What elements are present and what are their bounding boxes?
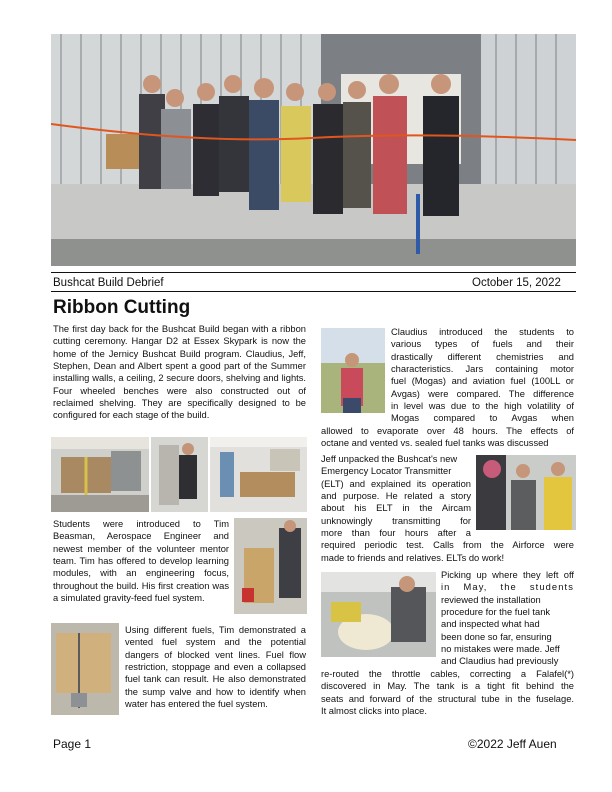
tank-line: been done so far, ensuring [441, 631, 552, 642]
students-paragraph: Students were introduced to Tim Beasman, Aerospace Engineer and newest member of the volunteer mentor team. Tim has offered to develop learning modules, with an engineering focus, throughout the build. His first creation was a simulated gravity-feed fuel system. [53, 519, 229, 604]
elt-line: more than four hours after a [321, 528, 471, 539]
header-date: October 15, 2022 [472, 277, 561, 289]
elt-line: required periodic test. Calls from the Airforce were [321, 540, 574, 551]
claudius-line: allowed to evaporate over 48 hours. The effects of [321, 425, 574, 436]
claudius-line: Avgas) were compared. The difference [391, 388, 574, 399]
header-bottom-rule [51, 291, 576, 292]
ribbon-cutting-photo [51, 34, 576, 266]
tank-line: in May, the students [441, 582, 574, 593]
claudius-line: Claudius introduced the students to [391, 327, 574, 337]
elt-line: and purpose. He related a story [321, 491, 471, 502]
tank-line: and Claudius had previously [441, 656, 559, 667]
header-left: Bushcat Build Debrief [53, 277, 164, 289]
elt-line: (ELT) and explained its operation [321, 478, 471, 489]
page-number: Page 1 [53, 737, 92, 751]
tank-line: procedure for the fuel tank [441, 607, 551, 618]
elt-line: made to friends and relatives. ELTs do work! [321, 552, 505, 563]
tank-line: discovered in May. The tank is a tight fit behind the [321, 681, 574, 692]
tank-line: no mistakes were made. Jeff [441, 644, 560, 655]
claudius-line: octane and vented vs. sealed fuel tanks was discussed [321, 438, 549, 449]
claudius-line: in level was due to the high volatility of [391, 401, 574, 412]
fuels-paragraph: Using different fuels, Tim demonstrated a vented fuel system and the potential dangers of blocked vent lines. Fuel flow restriction, stoppage and even a collapsed fuel tank can result. He also demonstrated the sump valve and how to identify when water has entered the fuel system. [125, 625, 306, 710]
elt-line: Jeff unpacked the Bushcat's new [321, 454, 458, 464]
elt-line: Emergency Locator Transmitter [321, 466, 452, 477]
tank-line: reviewed the installation [441, 594, 541, 605]
claudius-line: fuel (Mogas) and aviation fuel (100LL or [391, 376, 574, 387]
claudius-line: characteristics. Jars containing motor [391, 364, 574, 375]
tank-line: Picking up where they left off [441, 570, 574, 580]
claudius-line: drastically different chemistries and [391, 351, 574, 362]
hangar-photo-3 [210, 437, 307, 512]
tank-line: It almost clicks into place. [321, 705, 427, 716]
fuel-system-photo [234, 518, 307, 614]
elt-photo [476, 455, 576, 530]
hangar-photo-1 [51, 437, 149, 512]
elt-line: unknowingly transmitting for [321, 515, 471, 526]
copyright: ©2022 Jeff Auen [468, 737, 557, 751]
hangar-photo-2 [151, 437, 208, 512]
sump-valve-photo [51, 623, 119, 715]
claudius-line: Mogas compared to Avgas when [391, 413, 574, 424]
tank-line: re-routed the throttle cables, correcting a Falafel(*) [321, 668, 574, 679]
tank-line: and inspected what had [441, 619, 540, 630]
elt-line: about his ELT in the Aircam [321, 503, 471, 514]
fuel-tank-photo [321, 572, 436, 657]
page-title: Ribbon Cutting [53, 297, 191, 318]
header-top-rule [51, 272, 576, 273]
claudius-photo [321, 328, 385, 413]
tank-line: seats and forward of the structural tube in the fuselage. [321, 693, 574, 704]
claudius-line: various types of fuels and their [391, 339, 574, 350]
intro-paragraph: The first day back for the Bushcat Build began with a ribbon cutting ceremony. Hangar D2 at Essex Skypark is now the home of the Jernicy Bushcat Build program. Claudius, Jeff, Stephen, Dean and Albert spent a good part of the Summer installing walls, a ceiling, 2 secure doors, shelving and lights. Four wheeled benches were also constructed out of reclaimed shelving. They are specifically designed to be configured for each stage of the build. [53, 324, 306, 421]
